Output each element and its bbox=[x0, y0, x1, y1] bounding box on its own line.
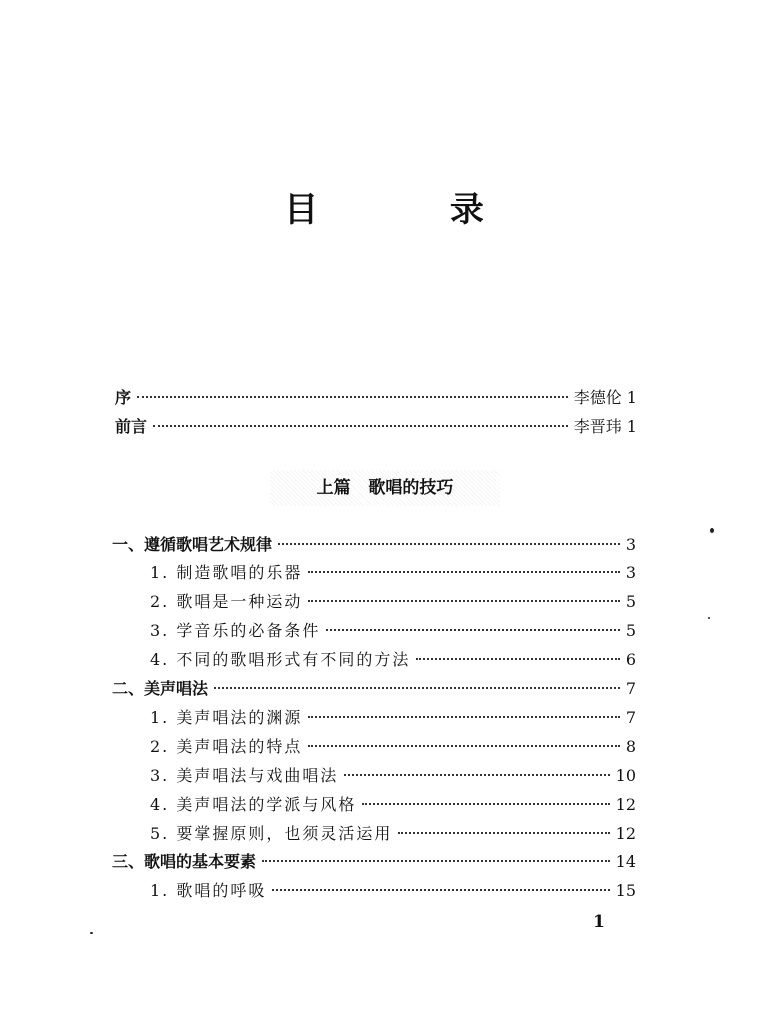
toc-chapter-label: 三、歌唱的基本要素 bbox=[112, 852, 257, 871]
toc-item-page: 8 bbox=[625, 737, 636, 756]
toc-item bbox=[150, 649, 636, 671]
toc-item-label: 4. 不同的歌唱形式有不同的方法 bbox=[150, 650, 411, 669]
part-heading bbox=[270, 470, 500, 506]
toc-entry-page: 李德伦 1 bbox=[573, 388, 637, 407]
toc-item bbox=[150, 823, 636, 845]
toc-item-label: 2. 歌唱是一种运动 bbox=[150, 592, 303, 611]
toc-item-label: 3. 学音乐的必备条件 bbox=[150, 621, 321, 640]
toc-item-page: 3 bbox=[625, 563, 636, 582]
toc-item-page: 12 bbox=[615, 795, 636, 814]
toc-item-label: 3. 美声唱法与戏曲唱法 bbox=[150, 766, 339, 785]
dot-leader bbox=[308, 745, 619, 747]
toc-item bbox=[150, 707, 636, 729]
toc-chapter-page: 14 bbox=[615, 852, 636, 871]
toc-item-label: 5. 要掌握原则，也须灵活运用 bbox=[150, 824, 393, 843]
dot-leader bbox=[272, 889, 609, 891]
dot-leader bbox=[416, 658, 619, 660]
dot-leader bbox=[398, 832, 609, 834]
toc-item-page: 10 bbox=[615, 766, 636, 785]
toc-chapter-1 bbox=[112, 534, 636, 556]
toc-item-page: 5 bbox=[625, 621, 636, 640]
scan-speck bbox=[710, 528, 714, 533]
toc-entry-page: 李晋玮 1 bbox=[573, 417, 637, 436]
toc-chapter-page: 7 bbox=[625, 679, 636, 698]
toc-item-page: 7 bbox=[625, 708, 636, 727]
toc-entry-label: 前言 bbox=[115, 417, 148, 436]
toc-entry-foreword bbox=[115, 416, 637, 438]
toc-item-page: 15 bbox=[615, 881, 636, 900]
dot-leader bbox=[278, 543, 620, 545]
toc-item bbox=[150, 591, 636, 613]
toc-item bbox=[150, 736, 636, 758]
toc-chapter-label: 二、美声唱法 bbox=[112, 679, 209, 698]
toc-item-label: 1. 制造歌唱的乐器 bbox=[150, 563, 303, 582]
page-title: 目 录 bbox=[284, 190, 544, 230]
dot-leader bbox=[326, 629, 619, 631]
toc-item-page: 12 bbox=[615, 824, 636, 843]
scan-speck bbox=[708, 617, 710, 619]
dot-leader bbox=[308, 600, 619, 602]
toc-item-page: 5 bbox=[625, 592, 636, 611]
dot-leader bbox=[308, 571, 619, 573]
toc-item bbox=[150, 794, 636, 816]
toc-item bbox=[150, 562, 636, 584]
toc-chapter-page: 3 bbox=[625, 535, 636, 554]
dot-leader bbox=[153, 425, 568, 427]
toc-item bbox=[150, 880, 636, 902]
toc-item-label: 1. 歌唱的呼吸 bbox=[150, 881, 267, 900]
toc-chapter-3 bbox=[112, 851, 636, 873]
toc-item-page: 6 bbox=[625, 650, 636, 669]
dot-leader bbox=[308, 716, 619, 718]
dot-leader bbox=[344, 774, 609, 776]
dot-leader bbox=[137, 396, 568, 398]
toc-item-label: 2. 美声唱法的特点 bbox=[150, 737, 303, 756]
scan-speck bbox=[90, 932, 93, 934]
toc-chapter-label: 一、遵循歌唱艺术规律 bbox=[112, 535, 273, 554]
toc-item-label: 1. 美声唱法的渊源 bbox=[150, 708, 303, 727]
toc-item-label: 4. 美声唱法的学派与风格 bbox=[150, 795, 357, 814]
toc-chapter-2 bbox=[112, 678, 636, 700]
toc-item bbox=[150, 765, 636, 787]
part-heading-text: 上篇 歌唱的技巧 bbox=[316, 478, 454, 498]
page-number: 1 bbox=[593, 912, 605, 932]
dot-leader bbox=[214, 687, 620, 689]
toc-entry-preface bbox=[115, 387, 637, 409]
toc-entry-label: 序 bbox=[115, 388, 132, 407]
toc-item bbox=[150, 620, 636, 642]
dot-leader bbox=[362, 803, 609, 805]
dot-leader bbox=[262, 860, 610, 862]
